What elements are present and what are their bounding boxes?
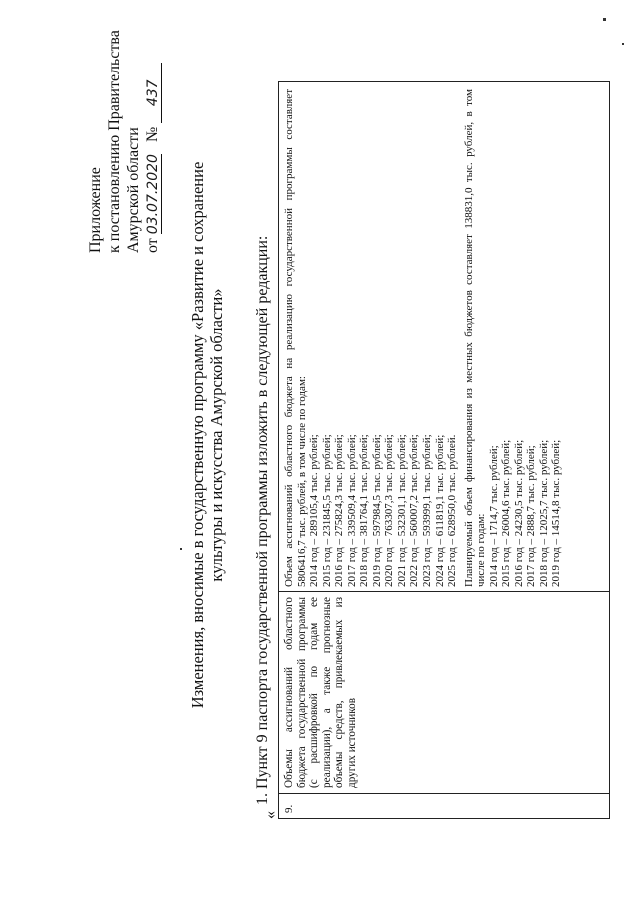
appendix-date-line bbox=[143, 13, 162, 253]
year-entry: 2022 год – 560007,2 тыс. рублей; bbox=[408, 434, 421, 587]
column-divider bbox=[279, 591, 609, 592]
appendix-line-2: Амурской области bbox=[125, 127, 142, 253]
year-entry: 2018 год – 381764,1 тыс. рублей; bbox=[358, 434, 371, 587]
row-label: Объемы ассигнований областного бюджета государственной программы (с расшифровкой по годам ее реализации), а также прогнозные объемы средств, привлекаемых из других источников bbox=[283, 597, 358, 788]
year-entry: 2024 год – 611819,1 тыс. рублей; bbox=[433, 434, 446, 587]
year-entry: 2019 год – 14514,8 тыс. рублей; bbox=[550, 439, 563, 587]
document-heading bbox=[188, 85, 226, 785]
appendix-block bbox=[86, 13, 162, 253]
regional-budget-intro: Объем ассигнований областного бюджета на реализацию государственной программы составляет 5806416,7 тыс. рублей, в том числе по годам: bbox=[283, 89, 308, 587]
year-entry: 2016 год – 275824,3 тыс. рублей; bbox=[333, 434, 346, 587]
year-entry: 2015 год – 26004,6 тыс. рублей; bbox=[500, 439, 513, 587]
column-divider bbox=[279, 793, 609, 794]
row-number: 9. bbox=[283, 804, 295, 813]
year-entry: 2015 год – 231845,5 тыс. рублей; bbox=[320, 434, 333, 587]
handwritten-number: 437 bbox=[145, 63, 162, 123]
appendix-line-1: к постановлению Правительства bbox=[106, 30, 123, 253]
handwritten-date: 03.07.2020 bbox=[145, 154, 161, 235]
date-prefix: от bbox=[144, 238, 161, 253]
scan-speck bbox=[603, 18, 606, 21]
year-entry: 2017 год – 339509,4 тыс. рублей; bbox=[345, 434, 358, 587]
year-entry: 2023 год – 593999,1 тыс. рублей; bbox=[421, 434, 434, 587]
year-entry: 2016 год – 24230,5 тыс. рублей; bbox=[512, 439, 525, 587]
number-sign: № bbox=[144, 126, 161, 143]
local-budget-intro: Планируемый объем финансирования из местных бюджетов составляет 138831,0 тыс. рублей, в том числе по годам: bbox=[462, 89, 488, 587]
year-entry: 2014 год – 1714,7 тыс. рублей; bbox=[487, 445, 500, 587]
year-entry: 2019 год – 597984,5 тыс. рублей; bbox=[370, 434, 383, 587]
passport-table bbox=[278, 81, 610, 819]
year-entry: 2021 год – 532301,1 тыс. рублей; bbox=[395, 434, 408, 587]
regional-budget-years bbox=[308, 89, 459, 587]
item-instruction: 1. Пункт 9 паспорта государственной программы изложить в следующей редакции: bbox=[254, 235, 271, 805]
heading-line-1: Изменения, вносимые в государственную программу «Развитие и сохранение bbox=[188, 161, 207, 709]
year-entry: 2017 год – 2888,7 тыс. рублей; bbox=[525, 445, 538, 587]
scan-speck bbox=[622, 43, 624, 45]
opening-quote: « bbox=[262, 811, 279, 819]
year-entry: 2018 год – 12025,7 тыс. рублей; bbox=[537, 439, 550, 587]
row-content bbox=[283, 89, 563, 587]
heading-line-2: культуры и искусства Амурской области» bbox=[207, 288, 226, 582]
year-entry: 2020 год – 763307,3 тыс. рублей; bbox=[383, 434, 396, 587]
scan-speck bbox=[180, 548, 182, 550]
year-entry: 2025 год – 628950,0 тыс. рублей. bbox=[446, 434, 459, 587]
appendix-title: Приложение bbox=[87, 167, 104, 253]
local-budget-years bbox=[488, 89, 563, 587]
year-entry: 2014 год – 289105,4 тыс. рублей; bbox=[308, 434, 321, 587]
